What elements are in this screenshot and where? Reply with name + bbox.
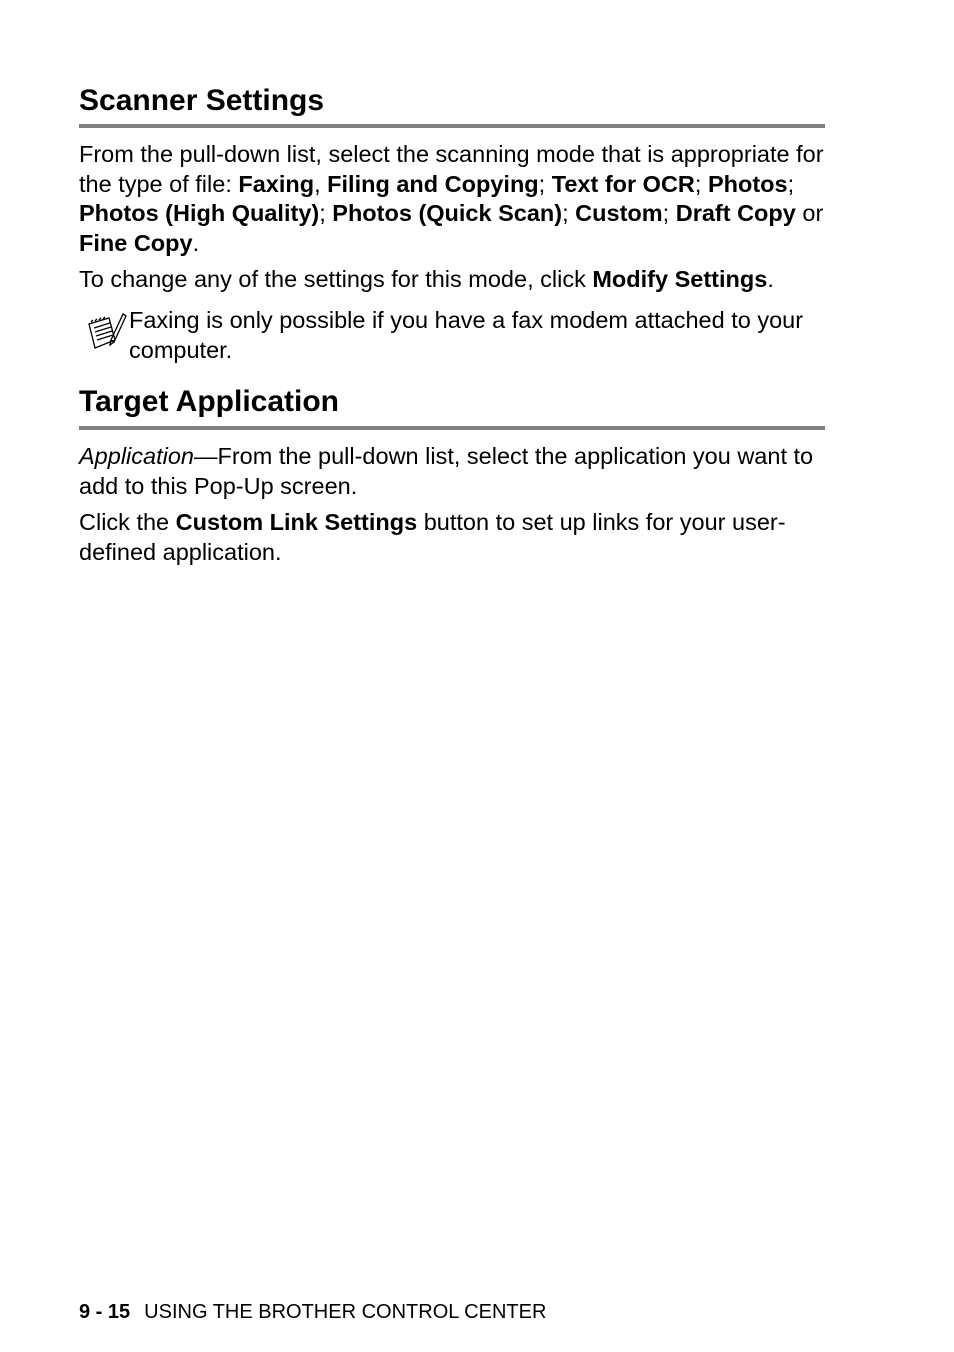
modify-settings-label: Modify Settings xyxy=(592,266,768,292)
sep: ; xyxy=(694,170,708,197)
mode-photos: Photos xyxy=(707,170,788,197)
sep: or xyxy=(795,200,824,226)
target-application-rule xyxy=(79,426,825,430)
sep: ; xyxy=(562,200,576,226)
custom-link-settings-label: Custom Link Settings xyxy=(175,509,418,535)
mode-filing-copying: Filing and Copying xyxy=(327,170,539,197)
note-text: Faxing is only possible if you have a fax modem attached to your computer. xyxy=(129,307,804,363)
scanner-settings-heading: Scanner Settings xyxy=(79,84,325,117)
note-pad-pencil-icon xyxy=(85,310,127,354)
application-paragraph xyxy=(79,442,829,501)
page-footer xyxy=(79,1300,546,1324)
sep: ; xyxy=(538,170,552,197)
sep: ; xyxy=(662,200,676,226)
custom-link-paragraph xyxy=(79,508,829,567)
sep: ; xyxy=(787,170,795,197)
mode-faxing: Faxing xyxy=(238,170,315,197)
target-application-heading: Target Application xyxy=(79,385,340,418)
sep: . xyxy=(192,229,200,256)
text: To change any of the settings for this mode, click xyxy=(79,266,593,292)
mode-photos-quick: Photos (Quick Scan) xyxy=(332,200,563,226)
application-term: Application xyxy=(79,443,194,469)
scanner-settings-paragraph xyxy=(79,140,829,258)
mode-draft-copy: Draft Copy xyxy=(675,200,796,226)
text: . xyxy=(767,266,774,292)
modify-settings-paragraph xyxy=(79,265,829,295)
mode-text-ocr: Text for OCR xyxy=(551,170,695,197)
sep: ; xyxy=(319,200,333,226)
sep: , xyxy=(314,170,328,197)
text: button to set up links for your user-defined application. xyxy=(79,509,786,565)
text: —From the pull-down list, select the application you want to add to this Pop-Up screen. xyxy=(79,443,814,499)
mode-fine-copy: Fine Copy xyxy=(79,229,193,256)
scanner-settings-rule xyxy=(79,124,825,128)
text: From the pull-down list, select the scanning mode that is appropriate for the type of file: xyxy=(79,141,824,197)
chapter-title: USING THE BROTHER CONTROL CENTER xyxy=(144,1301,547,1323)
mode-photos-hq: Photos (High Quality) xyxy=(79,200,320,226)
text: Click the xyxy=(79,509,176,535)
page-number: 9 - 15 xyxy=(79,1301,131,1323)
mode-custom: Custom xyxy=(575,200,663,226)
